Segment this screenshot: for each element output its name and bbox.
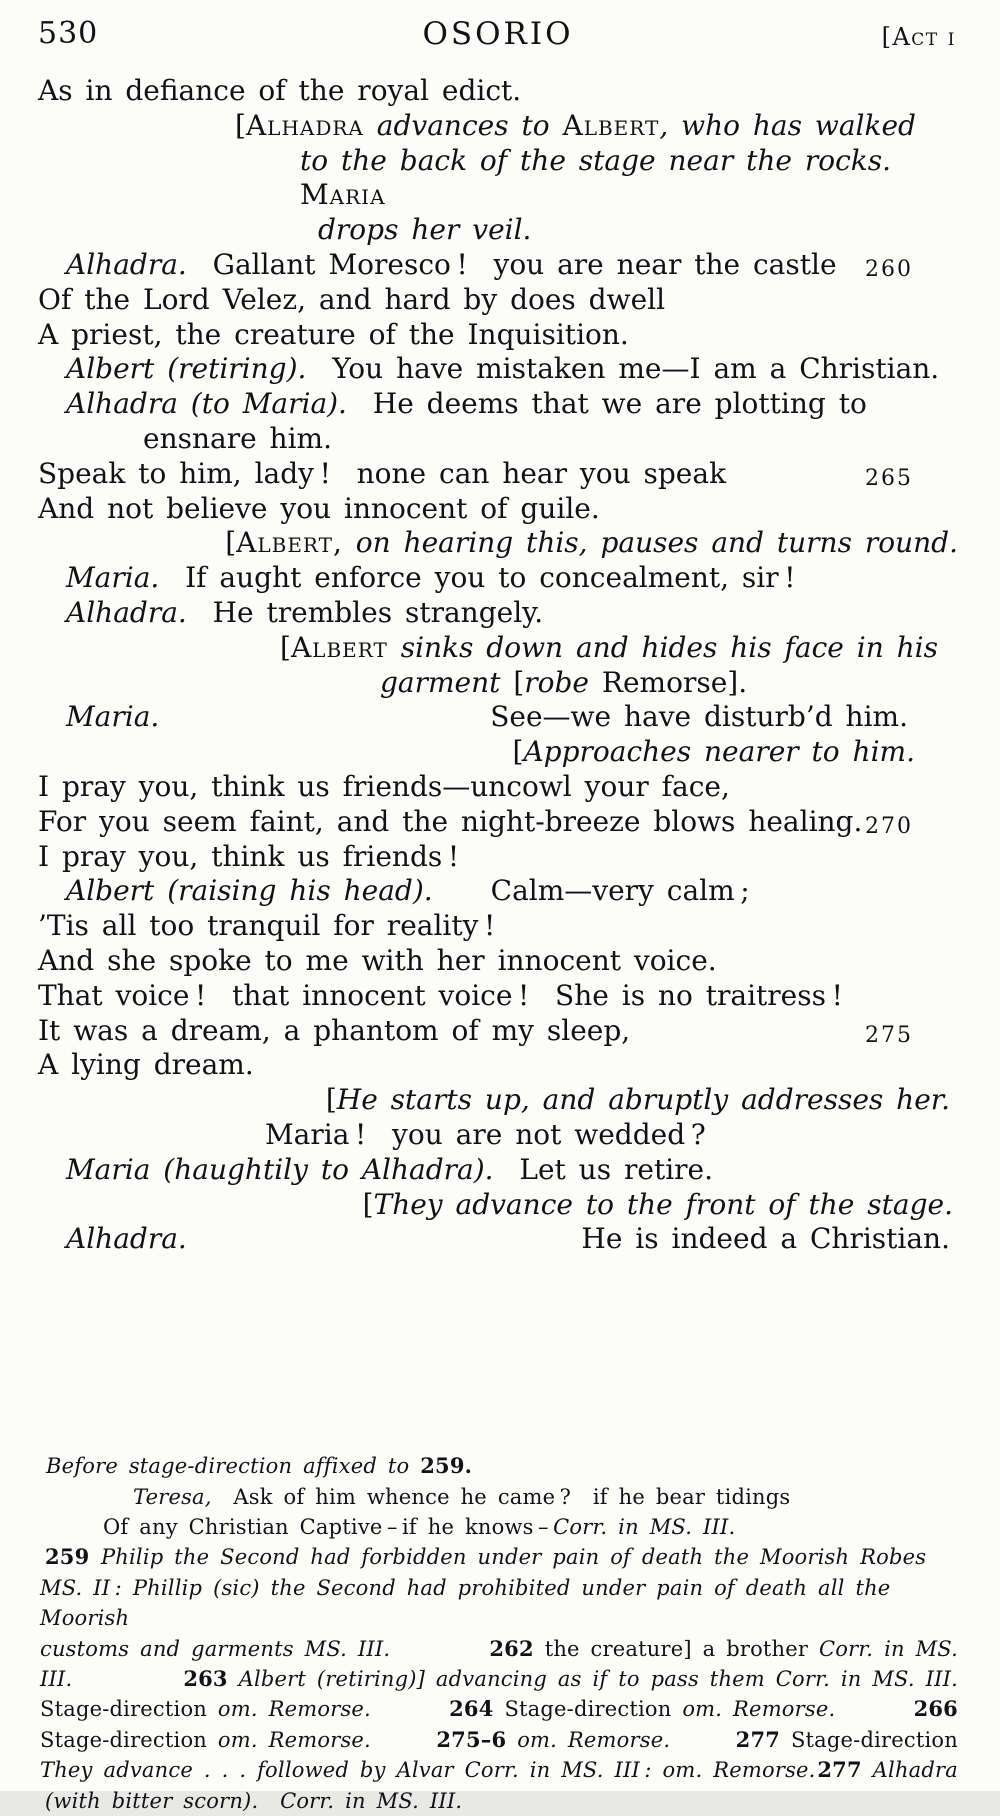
text-segment: , who has walked [659,108,916,142]
text-segment: [ [512,735,524,769]
dialogue-line [66,248,958,283]
verse-line [38,770,958,805]
text-segment: Alhadra (to Maria). [66,387,347,421]
text-chunk [40,1634,390,1664]
text-segment: 262 [489,1635,534,1661]
stage-direction [280,631,958,666]
text-segment: om. Remorse. [506,1727,671,1752]
text-segment: ’Tis all too tranquil for reality ! [38,909,496,943]
text-chunk [817,1755,958,1785]
text-segment: A priest, the creature of the Inquisition. [38,317,629,351]
text-segment: Albert [290,630,388,664]
verse-line [38,283,958,318]
stage-direction [300,144,958,214]
text-segment: the creature] a brother [533,1636,820,1661]
text-segment: Alhadra [245,108,364,142]
text-chunk [581,1222,950,1257]
dialogue-line [66,1222,958,1257]
spacer [433,899,491,900]
line-number: 270 [865,813,913,839]
text-chunk [183,1664,958,1694]
verse-line [38,944,958,979]
footnote-line [46,1451,958,1481]
text-segment: (with bitter scorn). Corr. in MS. III. [45,1788,463,1813]
text-segment: 264 [449,1696,494,1722]
text-segment: Albert, [236,526,343,560]
dialogue-line [66,700,958,735]
text-segment: For you seem faint, and the night-breeze blows healing. [38,804,863,838]
line-number: 275 [865,1022,913,1048]
text-segment: Stage-direction [40,1697,218,1722]
text-segment: See—we have disturb’d him. [490,700,908,734]
verse-line [38,457,958,492]
text-segment: 259 [45,1544,101,1570]
verse-line [38,840,958,875]
footnote-line [40,1725,958,1755]
text-segment: Remorse]. [601,665,748,699]
text-segment: It was a dream, a phantom of my sleep, [38,1013,631,1047]
dialogue-line [66,596,958,631]
text-segment: As in defiance of the royal edict. [38,74,522,107]
text-segment: sinks down and hides his face in his [387,630,938,664]
text-segment: Maria. [66,700,160,734]
text-chunk [40,1725,371,1755]
text-segment: advances to [363,108,563,142]
stage-direction [38,735,958,770]
dialogue-line [143,422,958,457]
line-number: 260 [865,256,913,282]
text-chunk [914,1694,958,1724]
text-segment: I pray you, think us friends ! [38,839,460,873]
text-segment: [ [235,108,246,142]
text-segment: He starts up, and abruptly addresses her. [336,1083,950,1117]
dialogue-line [66,387,958,422]
footnote-line [103,1512,958,1542]
text-segment: Stage-direction [40,1727,218,1752]
verse-line [38,318,958,353]
text-chunk [40,1664,72,1694]
text-segment: They advance . . . followed by Alvar Corr. in MS. III : om. Remorse. [40,1758,816,1783]
text-segment: Albert (retiring)] advancing as if to pass them Corr. in MS. III. [227,1666,958,1691]
footnote-line [40,1694,958,1724]
text-segment: Of any Christian Captive – if he knows – [103,1514,554,1539]
line-number: 265 [865,465,913,491]
text-segment: Albert (retiring). [66,352,307,386]
text-chunk [436,1725,670,1755]
text-segment: robe [524,665,602,699]
stage-direction [38,526,958,561]
text-chunk [736,1725,958,1755]
text-segment: [ [325,1083,337,1117]
text-segment: He is indeed a Christian. [581,1222,950,1256]
text-segment: [ [225,526,237,560]
text-segment: Of the Lord Velez, and hard by does dwell [38,282,666,316]
text-segment: Maria (haughtily to Alhadra). [66,1152,494,1186]
text-chunk [40,1755,816,1785]
text-segment: Albert (raising his head). [66,874,433,908]
text-segment: drops her veil. [318,213,532,247]
text-segment: 275–6 [436,1726,507,1752]
text-segment: om. Remorse. [217,1697,371,1722]
text-segment: Corr. in MS. III. [553,1514,736,1539]
text-segment: Maria [300,178,386,212]
text-segment: garment [380,665,514,699]
footnote-line [40,1664,958,1694]
footnote-line [40,1755,958,1785]
text-segment: customs and garments MS. III. [40,1636,391,1661]
text-chunk [40,1694,371,1724]
act-header: [Act i [881,23,956,51]
dialogue-line [265,1118,958,1153]
text-chunk [66,700,159,735]
footnote-line [45,1786,958,1816]
text-segment: 266 [913,1696,958,1722]
text-segment: Maria. [66,561,160,595]
text-segment: They advance to the front of the stage. [373,1187,953,1221]
text-segment: That voice ! that innocent voice ! She is no traitress ! [38,978,843,1012]
text-segment: Before stage-direction affixed to [46,1454,421,1479]
text-segment: Calm—very calm ; [490,874,750,908]
dialogue-line [66,561,958,596]
text-segment: Approaches nearer to him. [523,735,915,769]
footnote-line [40,1634,958,1664]
text-segment: III. [40,1666,73,1691]
text-segment: 277 [817,1757,862,1783]
text-segment: [ [362,1187,374,1221]
play-text [38,74,958,1257]
page-title: OSORIO [422,16,574,52]
text-segment: Corr. in MS. [819,1636,958,1661]
text-segment: Stage-direction [780,1727,958,1752]
text-segment: Alhadra. [66,1222,187,1256]
text-segment: You have mistaken me—I am a Christian. [306,352,940,386]
text-segment: om. Remorse. [682,1697,836,1722]
stage-direction [38,1188,958,1223]
text-segment: Philip the Second had forbidden under pain of death the Moorish Robes [100,1545,927,1570]
footnote-line [40,1573,958,1634]
verse-line [38,979,958,1014]
text-chunk [490,700,908,735]
verse-line [38,74,958,109]
text-segment: Alhadra [861,1758,958,1783]
verse-line [38,805,958,840]
footnote-line [133,1482,958,1512]
text-segment: [ [513,665,525,699]
text-segment: A lying dream. [38,1048,254,1082]
text-segment: on hearing this, pauses and turns round. [342,526,958,560]
text-segment: 259. [420,1453,473,1479]
text-segment: [ [280,630,291,664]
page-number: 530 [38,16,99,51]
footnote-line [45,1542,958,1572]
dialogue-line [66,874,958,909]
dialogue-line [66,352,958,387]
text-segment: to the back of the stage near the rocks. [300,143,917,177]
verse-line [38,909,958,944]
dialogue-line [66,1153,958,1188]
text-segment: He trembles strangely. [186,595,544,629]
verse-line [38,1014,958,1049]
text-segment: Let us retire. [493,1152,713,1186]
text-segment: I pray you, think us friends—uncowl your face, [38,769,730,803]
text-segment: He deems that we are plotting to [346,387,867,421]
text-segment: Speak to him, lady ! none can hear you speak [38,456,727,490]
text-segment: Maria ! you are not wedded ? [265,1117,706,1151]
text-segment: ensnare him. [143,421,332,455]
text-chunk [449,1694,835,1724]
stage-direction [235,109,958,144]
stage-direction [318,213,958,248]
text-chunk [489,1634,958,1664]
verse-line [38,1048,958,1083]
text-segment: Ask of him whence he came ? if he bear tidings [211,1484,791,1509]
text-segment: Alhadra. [66,247,187,281]
text-segment: 277 [735,1726,781,1752]
text-segment: Teresa, [133,1484,212,1509]
text-segment: 263 [183,1665,228,1691]
text-segment: Gallant Moresco ! you are near the castle [186,247,837,281]
footnotes [38,1451,958,1816]
running-header [38,14,958,56]
stage-direction [380,666,958,701]
text-segment: And she spoke to me with her innocent voice. [38,943,717,977]
text-segment: Stage-direction [493,1697,683,1722]
text-chunk [66,1222,187,1257]
stage-direction [38,1083,958,1118]
text-segment: If aught enforce you to concealment, sir ! [159,561,796,595]
verse-line [38,492,958,527]
text-segment: om. Remorse. [217,1727,371,1752]
text-segment: And not believe you innocent of guile. [38,491,600,525]
text-segment: MS. II : Phillip (sic) the Second had prohibited under pain of death all the Moorish [40,1575,902,1631]
text-segment: Alhadra. [66,595,187,629]
text-segment: Albert [562,108,660,142]
